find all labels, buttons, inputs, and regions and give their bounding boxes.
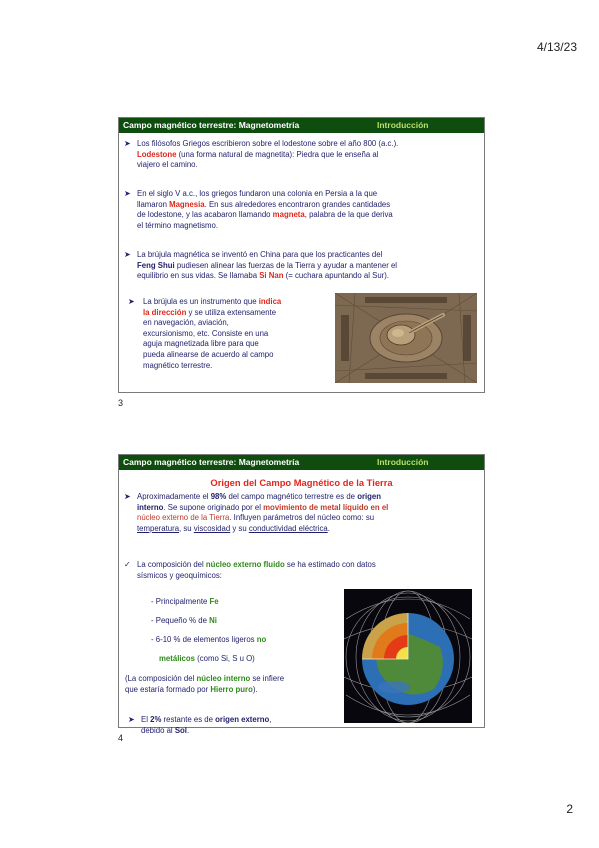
si-nan-compass-image — [335, 293, 477, 383]
paragraph-brujula: La brújula es un instrumento que indica la dirección y se utiliza extensamente en navegación, aviación, excursionismo, etc. Consiste en una aguja magnetizada libre para que pueda alinearse de acuerdo al campo magnético terrestre. — [143, 297, 282, 370]
composition-list — [151, 592, 341, 668]
paragraph-magnesia: En el siglo V a.c., los griegos fundaron una colonia en Persia a la que llamaron Magnesia. En sus alrededores encontraron grandes cantidades de lodestone, y las acabaron llamando magneta, palabra de la que deriva el término magnetismo. — [137, 189, 393, 230]
paragraph-origen-interno: Aproximadamente el 98% del campo magnético terrestre es de origen interno. Se supone originado por el movimiento de metal líquido en el núcleo externo de la Tierra. Influyen parámetros del núcleo como: su temperatura, su viscosidad y su conductividad eléctrica. — [137, 492, 389, 533]
page-date: 4/13/23 — [536, 40, 577, 54]
list-item: - Pequeño % de Ni — [151, 616, 217, 625]
slide-header — [119, 455, 484, 470]
page-number: 2 — [566, 802, 573, 816]
paragraph-origen-externo: El 2% restante es de origen externo, debido al Sol. — [141, 715, 272, 735]
bullet-arrow-icon: ➤ — [128, 297, 135, 306]
slide-heading: Origen del Campo Magnético de la Tierra — [210, 477, 393, 488]
list-item: - Principalmente Fe — [151, 597, 219, 606]
bullet-arrow-icon: ➤ — [124, 139, 131, 148]
slide-3 — [118, 117, 485, 393]
list-item: metálicos (como Si, S u O) — [159, 654, 255, 663]
paragraph-lodestone: Los filósofos Griegos escribieron sobre el lodestone sobre el año 800 (a.c.). Lodestone (una forma natural de magnetita): Piedra que le enseña al viajero el camino. — [137, 139, 399, 170]
slide-header-section: Introducción — [377, 457, 429, 467]
list-item: - 6-10 % de elementos ligeros no — [151, 635, 267, 644]
check-icon: ✓ — [124, 560, 131, 569]
slide-4 — [118, 454, 485, 735]
slide-header — [119, 118, 484, 133]
paragraph-nucleo-interno: (La composición del núcleo interno se infiere que estaría formado por Hierro puro). — [125, 674, 285, 694]
slide-header-title: Campo magnético terrestre: Magnetometría — [123, 120, 300, 130]
bullet-arrow-icon: ➤ — [124, 189, 131, 198]
slide-header-section: Introducción — [377, 120, 429, 130]
slide-number: 4 — [118, 733, 124, 743]
bullet-arrow-icon: ➤ — [124, 250, 131, 259]
bullet-arrow-icon: ➤ — [128, 715, 135, 724]
paragraph-feng-shui: La brújula magnética se inventó en China para que los practicantes del Feng Shui pudiesen alinear las fuerzas de la Tierra y ayudar a mantener el equilibrio en sus vidas. Se llamaba Si Nan (= cuchara apuntando al Sur). — [137, 250, 398, 281]
earth-core-image — [344, 589, 472, 723]
paragraph-nucleo-externo: La composición del núcleo externo fluido se ha estimado con datos sísmicos y geoquímicos: — [137, 560, 376, 580]
slide-number: 3 — [118, 398, 124, 408]
slide-header-title: Campo magnético terrestre: Magnetometría — [123, 457, 300, 467]
bullet-arrow-icon: ➤ — [124, 492, 131, 501]
